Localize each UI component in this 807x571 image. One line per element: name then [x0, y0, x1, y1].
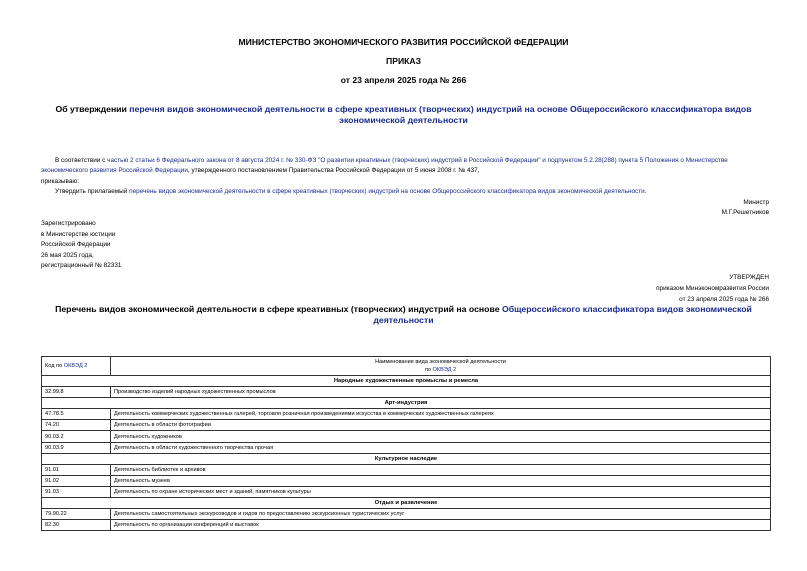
- okved-code: 47.78.5: [42, 409, 111, 420]
- order-title-prefix: Об утверждении: [55, 104, 130, 114]
- okved-code: 91.01: [42, 464, 111, 475]
- approve-start: Утвердить прилагаемый: [55, 188, 130, 195]
- activity-name: Деятельность музеев: [111, 475, 771, 486]
- table-row: [42, 387, 771, 398]
- table-row: [42, 442, 771, 453]
- header-code-cell: [42, 357, 111, 376]
- doc-type-heading: ПРИКАЗ: [386, 56, 421, 66]
- registration-block: [41, 219, 121, 272]
- ministry-heading: МИНИСТЕРСТВО ЭКОНОМИЧЕСКОГО РАЗВИТИЯ РОССИЙСКОЙ ФЕДЕРАЦИИ: [238, 37, 569, 47]
- activity-name: Деятельность самостоятельных экскурсоводов и гидов по предоставлению экскурсионных туристических услуг: [111, 509, 771, 520]
- activity-name: Деятельность по организации конференций и выставок: [111, 520, 771, 531]
- approve-list-link[interactable]: перечень видов экономической деятельности в сфере креативных (творческих) индустрий на основе Общероссийского классификатора видов экономической деятельности: [129, 188, 645, 195]
- list-title: [30, 304, 777, 326]
- preamble-law-link[interactable]: частью 2 статьи 6 Федерального закона от 8 августа 2024 г. № 330-ФЗ "О развитии креативных (творческих) индустрий в Российской Федерации" и подпунктом 5.2.28(288) пункта 5 Положения о Министерстве экономического развития Российской Федерации: [41, 157, 728, 174]
- header-name-line1: Наименование вида экономической деятельности: [375, 359, 506, 365]
- header-name-prefix: по: [424, 367, 433, 373]
- okved-code: 90.03.9: [42, 442, 111, 453]
- activity-name: Деятельность по охране исторических мест и зданий, памятников культуры: [111, 486, 771, 497]
- table-row: [42, 420, 771, 431]
- approval-line: от 23 апреля 2025 года № 266: [679, 296, 769, 303]
- order-title: [30, 104, 777, 126]
- registration-line: Российской Федерации: [41, 241, 111, 249]
- signature-block: [722, 198, 769, 218]
- table-row: [42, 431, 771, 442]
- table-header-row: [42, 357, 771, 376]
- registration-line: регистрационный № 82331: [41, 262, 122, 270]
- section-title: Отдых и развлечение: [42, 498, 771, 509]
- activity-name: Деятельность библиотек и архивов: [111, 464, 771, 475]
- list-title-link[interactable]: Общероссийского классификатора видов экономической деятельности: [373, 304, 752, 325]
- approval-block: [656, 272, 769, 305]
- approval-line: УТВЕРЖДЕН: [729, 274, 769, 281]
- header-code-link[interactable]: ОКВЭД 2: [63, 363, 88, 369]
- okved-table: [41, 356, 771, 531]
- okved-code: 82.30: [42, 520, 111, 531]
- header-name-line2: [114, 366, 767, 374]
- okved-code: 91.03: [42, 486, 111, 497]
- section-row: [42, 453, 771, 464]
- table-row: [42, 464, 771, 475]
- order-verb: приказываю:: [41, 178, 79, 185]
- table-row: [42, 520, 771, 531]
- preamble-start: В соответствии с: [55, 157, 108, 164]
- section-row: [42, 498, 771, 509]
- table-row: [42, 509, 771, 520]
- table-row: [42, 475, 771, 486]
- header-code-prefix: Код по: [45, 363, 64, 369]
- registration-line: в Министерстве юстиции: [41, 230, 116, 238]
- section-row: [42, 398, 771, 409]
- table-row: [42, 486, 771, 497]
- activity-name: Производство изделий народных художественных промыслов: [111, 387, 771, 398]
- signature-name: М.Г.Решетников: [721, 209, 769, 216]
- okved-code: 79.90.22: [42, 509, 111, 520]
- header-name-cell: [111, 357, 771, 376]
- preamble-end: , утвержденного постановлением Правительства Российской Федерации от 5 июня 2008 г. № 437,: [187, 167, 480, 174]
- approve-paragraph: [55, 187, 775, 197]
- header-name-link[interactable]: ОКВЭД 2: [432, 367, 457, 373]
- activity-name: Деятельность коммерческих художественных галерей, торговля розничная произведениями искусства в коммерческих художественных галереях: [111, 409, 771, 420]
- signature-role: Министр: [743, 199, 769, 206]
- okved-code: 74.20: [42, 420, 111, 431]
- activity-name: Деятельность в области фотографии: [111, 420, 771, 431]
- activity-name: Деятельность в области художественного творчества прочая: [111, 442, 771, 453]
- table-row: [42, 409, 771, 420]
- preamble-paragraph: [41, 156, 773, 176]
- section-title: Народные художественные промыслы и ремесла: [42, 376, 771, 387]
- okved-code: 91.02: [42, 475, 111, 486]
- order-title-link[interactable]: перечня видов экономической деятельности в сфере креативных (творческих) индустрий на основе Общероссийского классификатора видов экономической деятельности: [129, 104, 752, 125]
- approve-end: .: [644, 188, 647, 195]
- doc-date-number: от 23 апреля 2025 года № 266: [340, 75, 467, 85]
- section-title: Арт-индустрия: [42, 398, 771, 409]
- registration-line: 26 мая 2025 года,: [41, 251, 94, 259]
- activity-name: Деятельность художников: [111, 431, 771, 442]
- okved-code: 90.03.2: [42, 431, 111, 442]
- registration-line: Зарегистрировано: [41, 220, 96, 227]
- section-title: Культурное наследие: [42, 453, 771, 464]
- approval-line: приказом Минэкономразвития России: [656, 285, 769, 292]
- list-title-prefix: Перечень видов экономической деятельности в сфере креативных (творческих) индустрий на основе: [55, 304, 502, 314]
- section-row: [42, 376, 771, 387]
- okved-code: 32.99.8: [42, 387, 111, 398]
